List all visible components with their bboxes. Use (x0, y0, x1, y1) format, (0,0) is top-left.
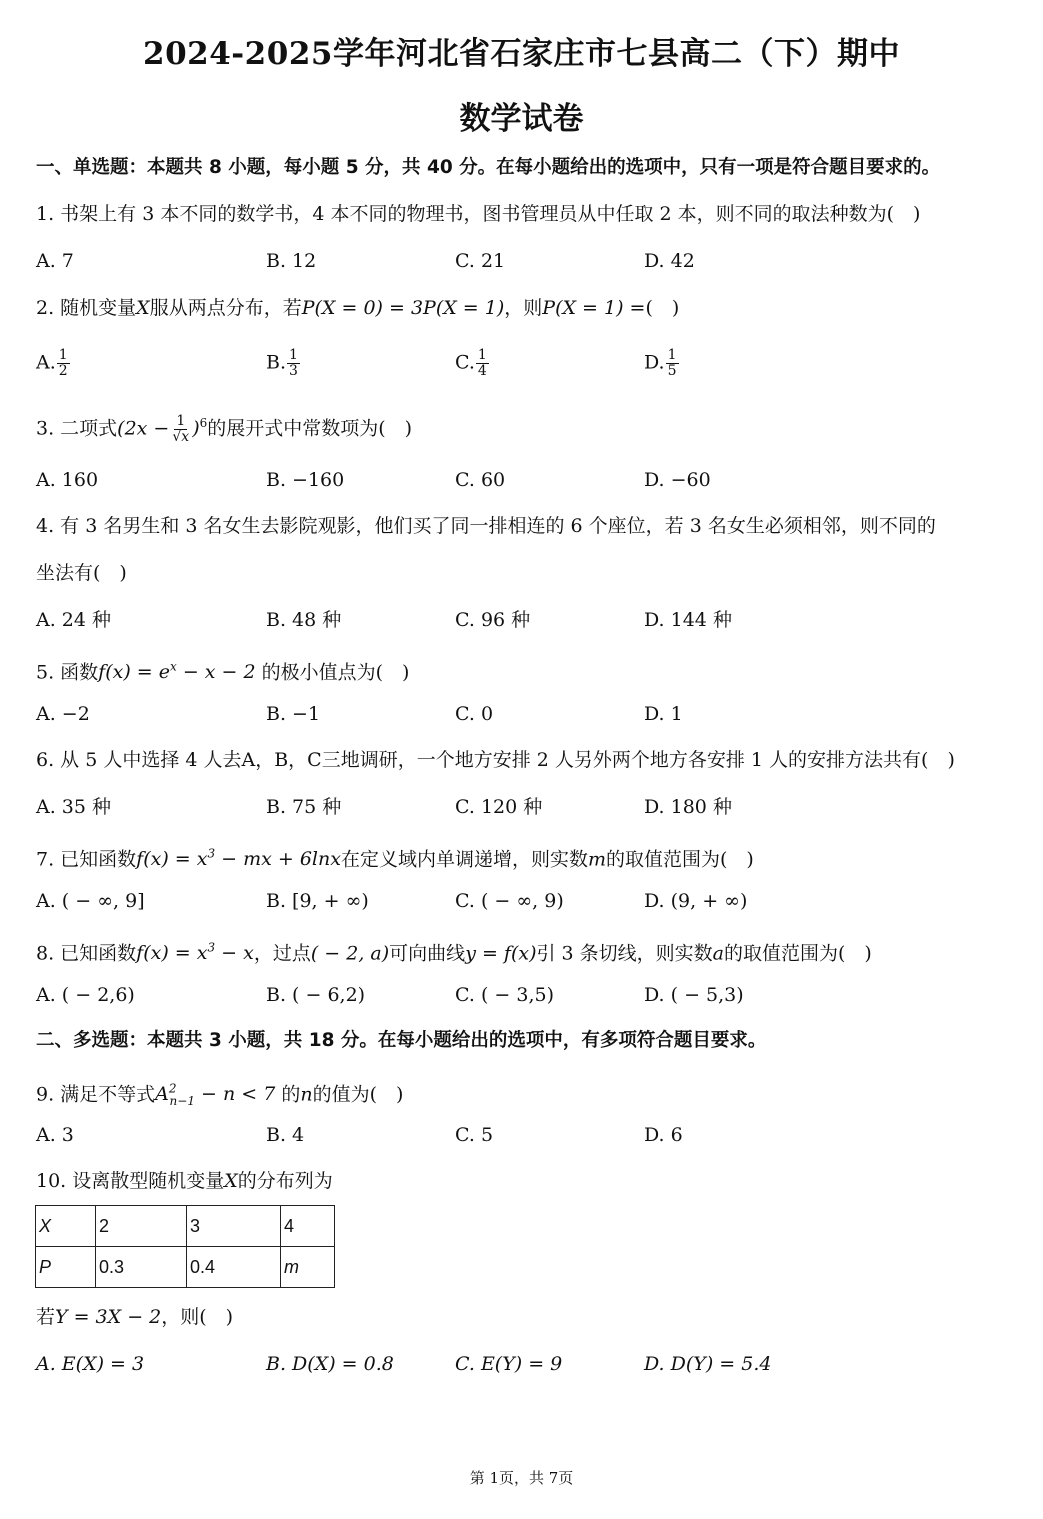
table-cell: 4 (281, 1206, 335, 1247)
table-row (36, 1206, 335, 1247)
section-1-heading: 一、单选题：本题共 8 小题，每小题 5 分，共 40 分。在每小题给出的选项中，只有一项是符合题目要求的。 (36, 157, 941, 178)
q4-option-d: D. 144 种 (644, 609, 732, 631)
q9-option-b: B. 4 (266, 1124, 305, 1146)
q3-option-b: B. −160 (266, 469, 345, 491)
exam-subtitle: 数学试卷 (459, 101, 584, 137)
q10-option-a: A. E(X) = 3 (36, 1353, 145, 1375)
q5-option-a: A. −2 (36, 703, 90, 725)
q4-option-a: A. 24 种 (36, 609, 112, 631)
section-2-heading: 二、多选题：本题共 3 小题，共 18 分。在每小题给出的选项中，有多项符合题目要求。 (36, 1030, 767, 1051)
table-cell: m (281, 1247, 335, 1288)
question-9-text: 9. 满足不等式$A^2_{n-1} - n < 7$ 的n的值为( ) (36, 1082, 404, 1109)
question-6-text: 6. 从 5 人中选择 4 人去A，B，C三地调研，一个地方安排 2 人另外两个地方各安排 1 人的安排方法共有( ) (36, 749, 955, 771)
q6-option-b: B. 75 种 (266, 796, 342, 818)
q9-option-c: C. 5 (455, 1124, 494, 1146)
q8-option-c: C. ( − 3,5) (455, 984, 554, 1006)
q3-option-d: D. −60 (644, 469, 711, 491)
question-4-text-cont: 坐法有( ) (36, 562, 127, 584)
q6-option-d: D. 180 种 (644, 796, 732, 818)
exam-title: 2024-2025学年河北省石家庄市七县高二（下）期中 (143, 36, 900, 72)
q7-option-b: B. [9, + ∞) (266, 890, 369, 912)
question-3-text: 3. 二项式(2x − $\frac{1}{√x}$ )$^6$的展开式中常数项为( ) (36, 412, 413, 445)
question-4-text: 4. 有 3 名男生和 3 名女生去影院观影，他们买了同一排相连的 6 个座位，若 3 名女生必须相邻，则不同的 (36, 515, 936, 537)
table-cell: P (36, 1247, 96, 1288)
q9-option-d: D. 6 (644, 1124, 683, 1146)
question-2-text: 2. 随机变量X服从两点分布，若P(X = 0) = 3P(X = 1)，则P(X = 1) =( ) (36, 297, 680, 319)
question-7-text: 7. 已知函数$f(x) = x^3$ − mx + 6lnx在定义域内单调递增，则实数m的取值范围为( ) (36, 847, 754, 871)
q7-option-a: A. ( − ∞, 9] (36, 890, 145, 912)
q3-option-a: A. 160 (36, 469, 99, 491)
q4-option-c: C. 96 种 (455, 609, 531, 631)
question-1-text: 1. 书架上有 3 本不同的数学书，4 本不同的物理书，图书管理员从中任取 2 本，则不同的取法种数为( ) (36, 203, 921, 225)
q7-option-d: D. (9, + ∞) (644, 890, 748, 912)
distribution-table (35, 1205, 335, 1288)
q8-option-b: B. ( − 6,2) (266, 984, 366, 1006)
q10-option-c: C. E(Y) = 9 (455, 1353, 563, 1375)
q1-option-a: A. 7 (36, 250, 74, 272)
q5-option-c: C. 0 (455, 703, 494, 725)
q8-option-d: D. ( − 5,3) (644, 984, 744, 1006)
q2-option-b: B. $\frac{1}{3}$ (266, 347, 298, 379)
q7-option-c: C. ( − ∞, 9) (455, 890, 564, 912)
q6-option-c: C. 120 种 (455, 796, 543, 818)
q8-option-a: A. ( − 2,6) (36, 984, 135, 1006)
q2-option-a: A. $\frac{1}{2}$ (36, 347, 68, 379)
q5-option-b: B. −1 (266, 703, 321, 725)
q1-option-c: C. 21 (455, 250, 506, 272)
table-cell: 0.4 (187, 1247, 281, 1288)
table-cell: X (36, 1206, 96, 1247)
q3-option-c: C. 60 (455, 469, 506, 491)
question-8-text: 8. 已知函数$f(x) = x^3 - x$，过点( − 2, a)可向曲线y = f(x)引 3 条切线，则实数a的取值范围为( ) (36, 941, 872, 965)
table-cell: 0.3 (96, 1247, 187, 1288)
q5-option-d: D. 1 (644, 703, 683, 725)
q2-option-d: D. $\frac{1}{5}$ (644, 347, 677, 379)
table-row (36, 1247, 335, 1288)
table-cell: 3 (187, 1206, 281, 1247)
table-cell: 2 (96, 1206, 187, 1247)
question-10-text: 10. 设离散型随机变量X的分布列为 (36, 1170, 333, 1192)
q6-option-a: A. 35 种 (36, 796, 112, 818)
q10-option-b: B. D(X) = 0.8 (266, 1353, 394, 1375)
q1-option-d: D. 42 (644, 250, 695, 272)
q10-option-d: D. D(Y) = 5.4 (644, 1353, 772, 1375)
question-10-condition: 若Y = 3X − 2，则( ) (36, 1306, 234, 1328)
q4-option-b: B. 48 种 (266, 609, 342, 631)
q2-option-c: C. $\frac{1}{4}$ (455, 347, 487, 379)
question-5-text: 5. 函数$f(x) = e^x - x - 2$ 的极小值点为( ) (36, 660, 410, 684)
q9-option-a: A. 3 (36, 1124, 74, 1146)
q1-option-b: B. 12 (266, 250, 317, 272)
page-footer: 第 1页，共 7页 (469, 1469, 574, 1487)
